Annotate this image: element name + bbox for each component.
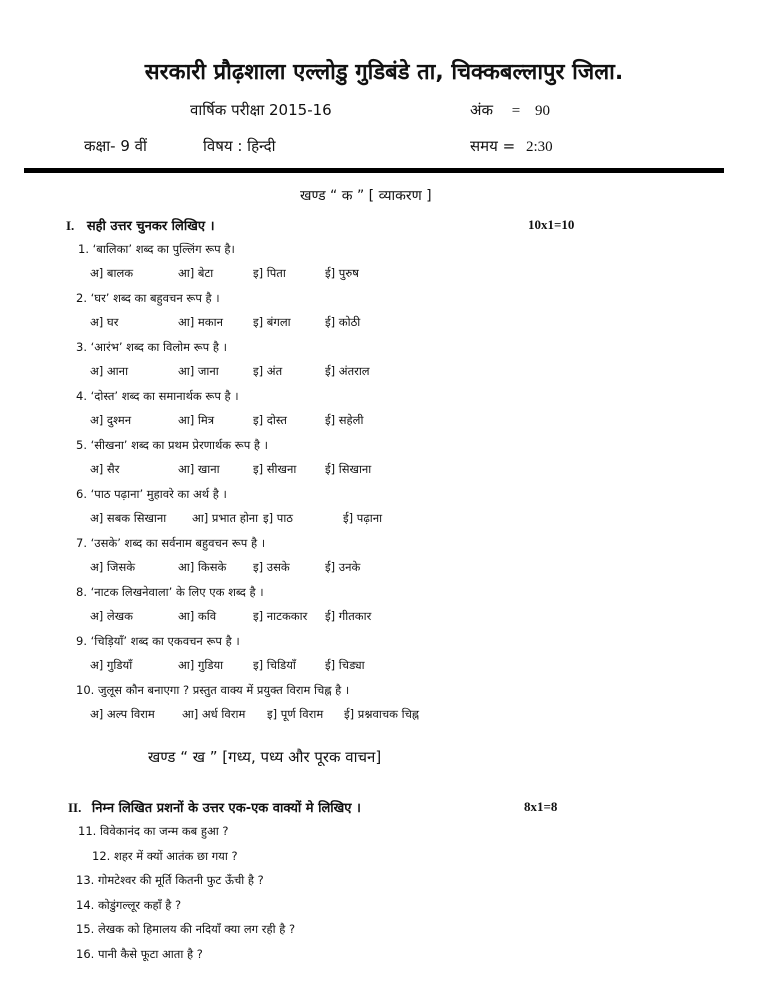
school-title: सरकारी प्रौढ़शाला एल्लोडु गुडिबंडे ता, चिक्कबल्लापुर जिला.: [144, 60, 624, 85]
answer-option: इ] चिडियाँ: [253, 658, 296, 672]
question-text: 6. ‘पाठ पढ़ाना’ मुहावरे का अर्थ है ।: [76, 487, 227, 501]
section-b-title: खण्ड “ ख ” [गध्य, पध्य और पूरक वाचन]: [148, 748, 382, 766]
instruction-text: निम्न लिखित प्रशनों के उत्तर एक-एक वाक्यों मे लिखिए ।: [91, 801, 361, 816]
answer-option: ई] कोठी: [325, 315, 361, 329]
answer-option: अ] बालक: [90, 266, 134, 280]
answer-option: अ] जिसके: [90, 560, 136, 574]
question-text: 3. ‘आरंभ’ शब्द का विलोम रूप है ।: [76, 340, 227, 354]
answer-option: ई] सिखाना: [325, 462, 372, 476]
answer-option: इ] दोस्त: [253, 413, 287, 427]
class-label: कक्षा- 9 वीं: [84, 137, 147, 155]
question-text: 16. पानी कैसे फूटा आता है ?: [76, 946, 203, 961]
header-divider: [24, 168, 724, 173]
marks-label: अंक: [470, 101, 493, 119]
subject-label: विषय : हिन्दी: [203, 137, 276, 155]
answer-option: अ] अल्प विराम: [90, 707, 155, 721]
question-text: 14. कोडुंगल्लूर कहाँ है ?: [76, 897, 182, 912]
question-text: 13. गोमटेश्वर की मूर्ति कितनी फुट ऊँची है ?: [76, 873, 264, 887]
q-number: I.: [66, 218, 75, 233]
answer-option: आ] किसके: [178, 560, 227, 574]
answer-option: आ] प्रभात होना: [192, 511, 259, 525]
answer-option: आ] खाना: [178, 462, 220, 476]
time-label: समय =: [470, 137, 516, 155]
answer-option: ई] सहेली: [325, 413, 364, 427]
question-text: 9. ‘चिड़ियाँ’ शब्द का एकवचन रूप है ।: [76, 634, 240, 648]
answer-option: अ] लेखक: [90, 609, 133, 623]
question-text: 2. ‘घर’ शब्द का बहुवचन रूप है ।: [76, 291, 220, 305]
answer-option: आ] अर्ध विराम: [182, 707, 246, 721]
answer-option: अ] सबक सिखाना: [90, 511, 167, 525]
exam-label: वार्षिक परीक्षा 2015-16: [190, 101, 332, 119]
instruction-text: सही उत्तर चुनकर लिखिए ।: [86, 219, 215, 234]
answer-option: इ] बंगला: [253, 315, 291, 329]
answer-option: ई] अंतराल: [325, 364, 370, 378]
answer-option: आ] जाना: [178, 364, 219, 378]
answer-option: इ] पाठ: [263, 511, 293, 525]
section-b-marks: 8x1=8: [524, 799, 558, 814]
q-number: II.: [68, 800, 82, 815]
answer-option: अ] आना: [90, 364, 129, 378]
answer-option: इ] अंत: [253, 364, 283, 378]
answer-option: इ] उसके: [253, 560, 290, 574]
question-text: 12. शहर में क्यों आतंक छा गया ?: [92, 848, 238, 863]
answer-option: ई] पढ़ाना: [343, 511, 383, 525]
section-a-instruction: [66, 216, 215, 234]
section-a-title: खण्ड “ क ” [ व्याकरण ]: [300, 188, 432, 204]
question-text: 8. ‘नाटक लिखनेवाला’ के लिए एक शब्द है ।: [76, 585, 264, 599]
answer-option: ई] प्रश्नवाचक चिह्न: [344, 707, 420, 721]
answer-option: अ] गुडियाँ: [90, 658, 133, 672]
answer-option: अ] सैर: [90, 462, 120, 476]
section-b-instruction: [68, 798, 361, 816]
answer-option: इ] पिता: [253, 266, 286, 280]
marks-value: 90: [535, 103, 551, 119]
question-text: 4. ‘दोस्त’ शब्द का समानार्थक रूप है ।: [76, 389, 239, 403]
question-text: 11. विवेकानंद का जन्म कब हुआ ?: [78, 824, 229, 838]
answer-option: ई] पुरुष: [325, 266, 359, 280]
answer-option: आ] बेटा: [178, 266, 214, 280]
answer-option: आ] मकान: [178, 315, 223, 329]
time-value: 2:30: [525, 139, 553, 155]
answer-option: ई] चिड्या: [325, 658, 365, 672]
answer-option: आ] कवि: [178, 609, 217, 623]
answer-option: अ] घर: [90, 315, 119, 329]
question-text: 7. ‘उसके’ शब्द का सर्वनाम बहुवचन रूप है ।: [76, 536, 266, 550]
total-marks: [470, 100, 550, 120]
question-text: 5. ‘सीखना’ शब्द का प्रथम प्रेरणार्थक रूप है ।: [76, 438, 269, 452]
question-text: 1. ‘बालिका’ शब्द का पुल्लिंग रूप है।: [78, 242, 235, 256]
answer-option: इ] नाटककार: [253, 609, 308, 623]
answer-option: आ] मित्र: [178, 413, 215, 427]
exam-title: [190, 100, 332, 120]
answer-option: ई] गीतकार: [325, 609, 372, 623]
marks-eq: =: [511, 103, 521, 119]
answer-option: आ] गुडिया: [178, 658, 224, 672]
answer-option: अ] दुश्मन: [90, 413, 132, 427]
answer-option: इ] सीखना: [253, 462, 297, 476]
answer-option: ई] उनके: [325, 560, 361, 574]
section-a-marks: 10x1=10: [528, 217, 575, 232]
time: [470, 136, 553, 156]
answer-option: इ] पूर्ण विराम: [267, 707, 324, 721]
question-text: 15. लेखक को हिमालय की नदियाँ क्या लग रही है ?: [76, 922, 296, 936]
question-text: 10. जुलूस कौन बनाएगा ? प्रस्तुत वाक्य में प्रयुक्त विराम चिह्न है ।: [76, 683, 350, 697]
